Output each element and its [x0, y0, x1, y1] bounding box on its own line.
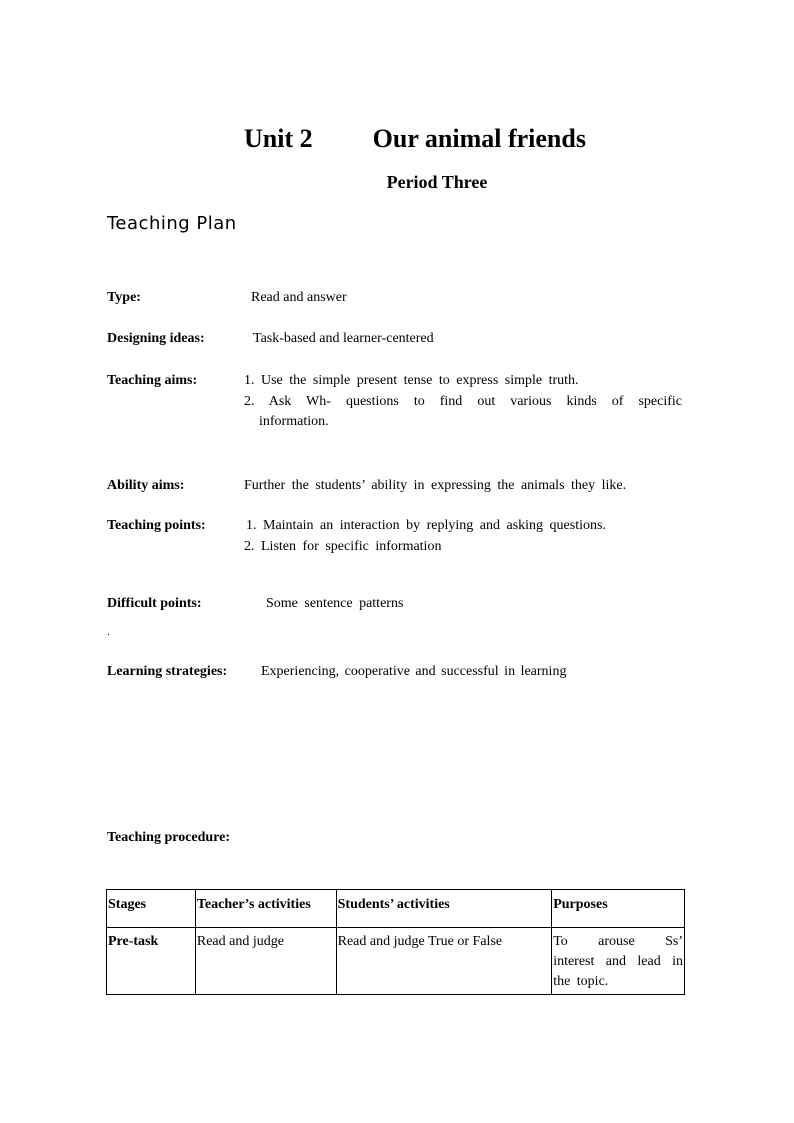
- cell-students-activity: Read and judge True or False: [336, 928, 552, 995]
- header-teacher-activities: Teacher’s activities: [195, 890, 336, 928]
- cell-purpose: [552, 928, 685, 995]
- type-value: Read and answer: [251, 290, 347, 305]
- teaching-aims-item-1: 1. Use the simple present tense to express simple truth.: [244, 373, 579, 388]
- purpose-line-3: the topic.: [553, 974, 609, 989]
- difficult-points-value: Some sentence patterns: [266, 596, 404, 611]
- unit-name: Our animal friends: [372, 124, 586, 153]
- stray-mark: .: [107, 624, 110, 638]
- header-purposes: Purposes: [552, 890, 685, 928]
- teaching-points-label: Teaching points:: [107, 518, 206, 533]
- cell-stage: Pre-task: [107, 928, 196, 995]
- teaching-points-item-1: 1. Maintain an interaction by replying and asking questions.: [246, 518, 606, 533]
- teaching-procedure-label: Teaching procedure:: [107, 830, 231, 845]
- unit-number: Unit 2: [244, 124, 313, 153]
- learning-strategies-label: Learning strategies:: [107, 664, 228, 679]
- teaching-points-item-2: 2. Listen for specific information: [244, 539, 442, 554]
- designing-ideas-value: Task-based and learner-centered: [253, 331, 434, 346]
- purpose-line-2: interest and lead in: [553, 954, 683, 969]
- ability-aims-value: Further the students’ ability in expressing the animals they like.: [244, 478, 627, 493]
- designing-ideas-label: Designing ideas:: [107, 331, 205, 346]
- header-stages: Stages: [107, 890, 196, 928]
- cell-teacher-activity: Read and judge: [195, 928, 336, 995]
- teaching-procedure-table: [106, 889, 685, 995]
- purpose-line-1: To arouse Ss’: [553, 934, 683, 949]
- unit-title: [0, 124, 794, 154]
- teaching-aims-label: Teaching aims:: [107, 373, 198, 388]
- header-students-activities: Students’ activities: [336, 890, 552, 928]
- difficult-points-label: Difficult points:: [107, 596, 202, 611]
- ability-aims-label: Ability aims:: [107, 478, 185, 493]
- period-subtitle: Period Three: [386, 172, 488, 192]
- learning-strategies-value: Experiencing, cooperative and successful in learning: [261, 664, 567, 679]
- type-label: Type:: [107, 290, 141, 305]
- teaching-aims-item-2: 2. Ask Wh- questions to find out various kinds of specific: [244, 394, 682, 409]
- teaching-aims-item-2-continued: information.: [259, 414, 329, 429]
- table-header-row: [107, 890, 685, 928]
- teaching-plan-heading: Teaching Plan: [107, 213, 237, 234]
- table-row: [107, 928, 685, 995]
